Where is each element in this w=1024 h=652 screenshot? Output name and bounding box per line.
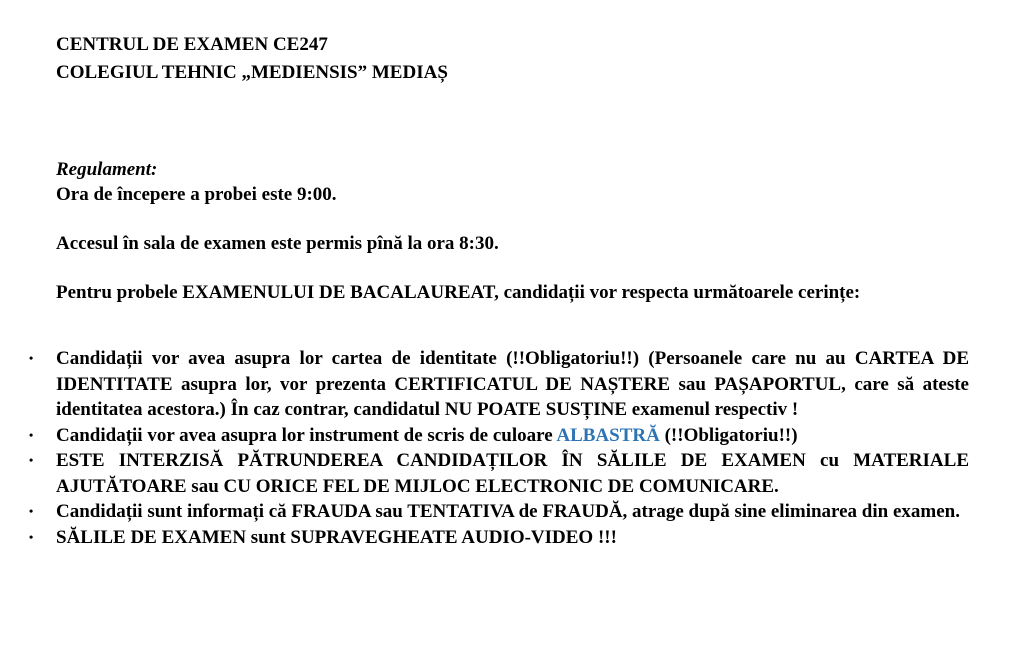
rule-text: Candidații vor avea asupra lor instrument de scris de culoare — [56, 424, 557, 446]
bullet-icon: • — [29, 427, 34, 442]
blue-color-highlight: ALBASTRĂ — [556, 424, 660, 446]
bullet-icon: • — [29, 529, 34, 544]
rule-text: Candidații sunt informați că FRAUDA sau TENTATIVA de FRAUDĂ, atrage după sine eliminarea din examen. — [56, 501, 960, 522]
rule-item-fraud-warning — [29, 499, 969, 525]
requirements-intro: Pentru probele EXAMENULUI DE BACALAUREAT, candidații vor respecta următoarele cerințe: — [56, 282, 861, 303]
bullet-icon: • — [29, 504, 34, 518]
rule-item-identity-card — [29, 346, 969, 423]
regulation-title: Regulament: — [56, 159, 158, 180]
spacer — [56, 256, 969, 280]
rule-item-video-surveillance — [29, 525, 969, 551]
rule-text-suffix: (!!Obligatoriu!!) — [659, 424, 798, 446]
rules-list — [29, 346, 969, 550]
spacer — [56, 207, 969, 231]
rule-text: Candidații vor avea asupra lor cartea de identitate (!!Obligatoriu!!) (Persoanele care nu au CARTEA DE IDENTITATE asupra lor, vor prezenta CERTIFICATUL DE NAȘTERE sau PAȘAPORTUL, care să ateste identitatea acestora.) În caz contrar, candidatul NU POATE SUSȚINE examenul respectiv ! — [56, 348, 969, 420]
rule-text: ESTE INTERZISĂ PĂTRUNDEREA CANDIDAȚILOR ÎN SĂLILE DE EXAMEN cu MATERIALE AJUTĂTOARE sau CU ORICE FEL DE MIJLOC ELECTRONIC DE COMUNICARE. — [56, 450, 969, 497]
start-time-text: Ora de începere a probei este 9:00. — [56, 184, 337, 205]
school-name: COLEGIUL TEHNIC „MEDIENSIS” MEDIAȘ — [56, 62, 448, 83]
exam-center-name: CENTRUL DE EXAMEN CE247 — [56, 34, 328, 55]
bullet-icon: • — [29, 453, 34, 467]
regulation-section — [56, 157, 969, 305]
rule-item-forbidden-materials — [29, 448, 969, 499]
rule-item-blue-pen — [29, 423, 969, 449]
bullet-icon: • — [29, 351, 34, 365]
access-time-text: Accesul în sala de examen este permis pînă la ora 8:30. — [56, 233, 499, 254]
exam-center-header — [56, 31, 448, 87]
rule-text: SĂLILE DE EXAMEN sunt SUPRAVEGHEATE AUDIO-VIDEO !!! — [56, 526, 617, 548]
